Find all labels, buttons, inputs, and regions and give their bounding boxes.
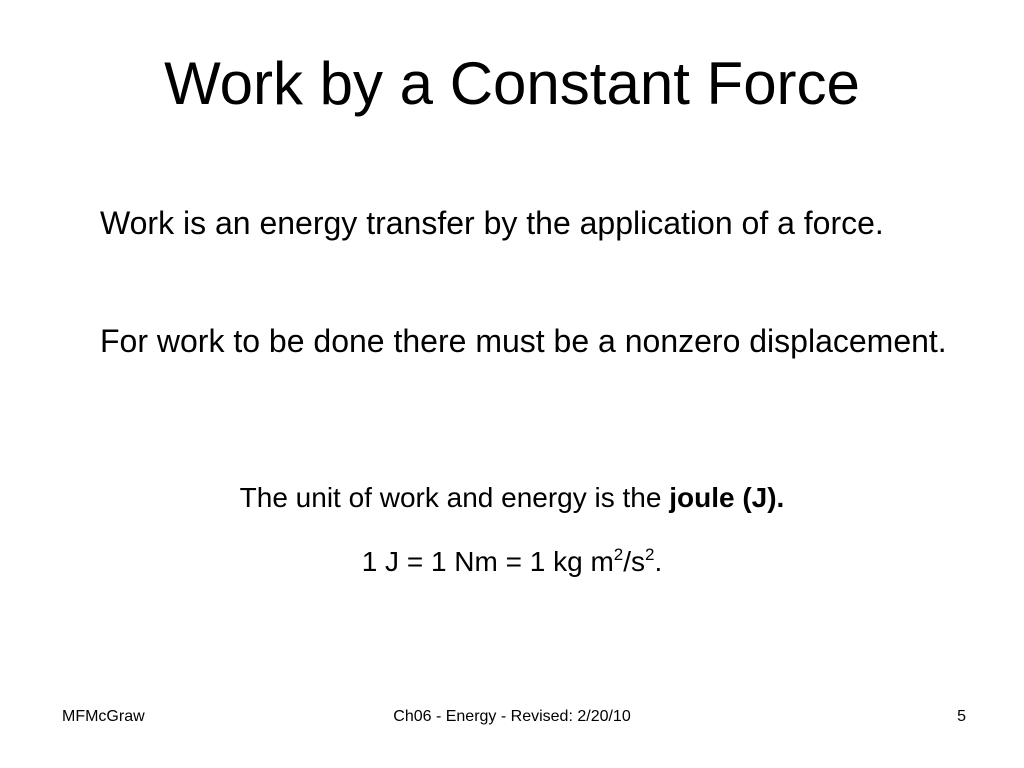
unit-statement-prefix: The unit of work and energy is the bbox=[239, 482, 670, 513]
equation-part-1: 1 J = 1 Nm = 1 kg m bbox=[361, 546, 614, 577]
unit-statement-joule: joule (J). bbox=[669, 482, 785, 513]
footer-page-number: 5 bbox=[957, 708, 966, 725]
unit-equation bbox=[0, 542, 1024, 582]
paragraph-nonzero-displacement: For work to be done there must be a nonzero displacement. bbox=[100, 323, 947, 359]
footer-chapter: Ch06 - Energy - Revised: 2/20/10 bbox=[393, 708, 631, 725]
equation-exponent-2: 2 bbox=[645, 545, 655, 564]
unit-statement bbox=[0, 478, 1024, 518]
equation-part-3: . bbox=[654, 546, 663, 577]
slide-title: Work by a Constant Force bbox=[164, 50, 860, 117]
footer-author: MFMcGraw bbox=[62, 708, 145, 725]
equation-part-2: /s bbox=[623, 546, 646, 577]
paragraph-energy-transfer: Work is an energy transfer by the application of a force. bbox=[100, 205, 884, 241]
equation-exponent-1: 2 bbox=[613, 545, 624, 564]
